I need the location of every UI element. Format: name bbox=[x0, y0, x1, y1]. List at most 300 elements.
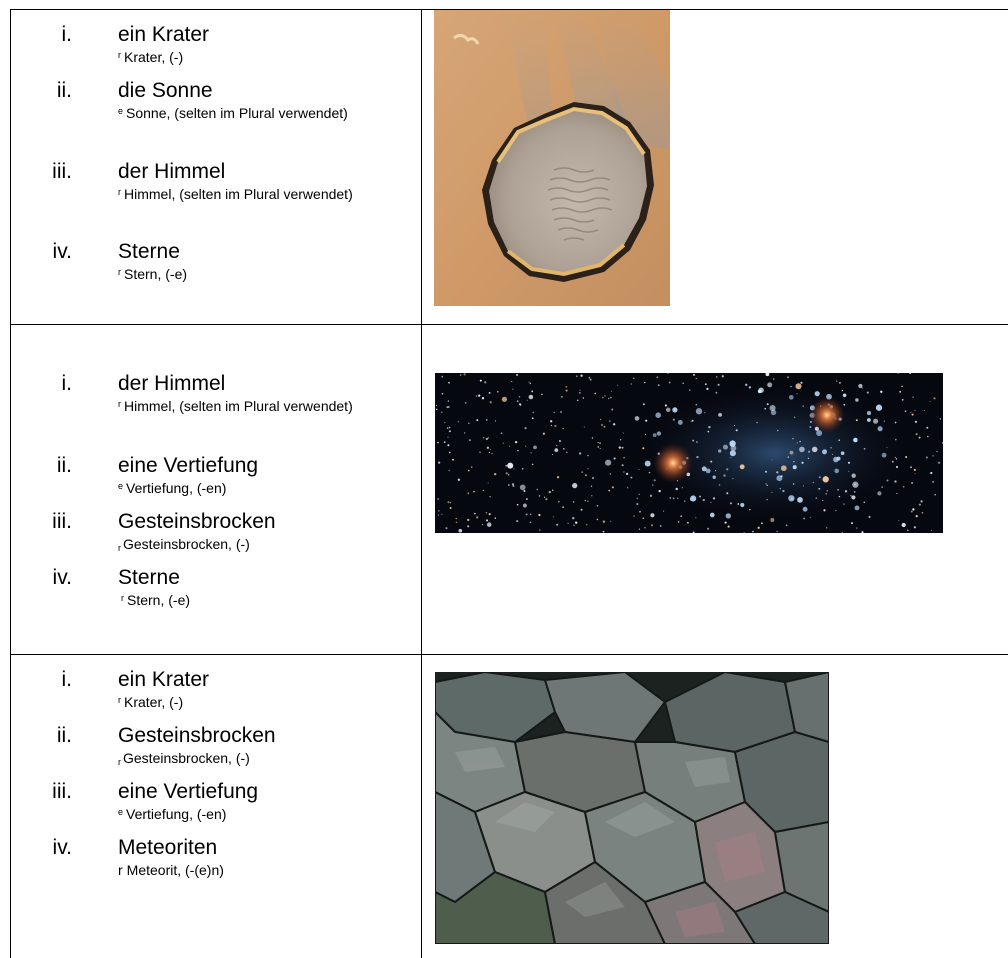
star-dot bbox=[610, 521, 611, 522]
star-dot bbox=[912, 414, 914, 416]
star-dot bbox=[914, 469, 916, 471]
star-dot bbox=[771, 492, 772, 493]
article-marker: e bbox=[118, 481, 124, 491]
star-dot bbox=[914, 526, 916, 528]
star-dot bbox=[773, 378, 775, 380]
star-dot bbox=[845, 490, 847, 492]
star-dot bbox=[536, 489, 538, 491]
item-number: i. bbox=[61, 372, 72, 395]
star-dot bbox=[452, 459, 454, 461]
star-dot bbox=[476, 419, 478, 421]
star-dot bbox=[489, 392, 491, 394]
star-dot bbox=[687, 522, 689, 524]
star-dot bbox=[864, 448, 866, 450]
star-dot bbox=[650, 495, 652, 497]
star-dot bbox=[479, 451, 480, 452]
star-dot bbox=[520, 485, 526, 491]
star-dot bbox=[810, 517, 811, 518]
star-dot bbox=[938, 462, 940, 464]
star-dot bbox=[541, 393, 543, 395]
star-dot bbox=[867, 392, 869, 394]
grammar-note bbox=[118, 805, 358, 826]
star-dot bbox=[882, 453, 887, 458]
table-row bbox=[10, 654, 1008, 958]
star-dot bbox=[626, 473, 628, 475]
star-dot bbox=[488, 437, 490, 439]
star-dot bbox=[636, 503, 638, 505]
star-dot bbox=[591, 495, 592, 496]
grammar-note bbox=[118, 749, 358, 770]
star-dot bbox=[777, 430, 779, 432]
star-dot bbox=[767, 403, 769, 405]
star-dot bbox=[813, 482, 814, 483]
star-dot bbox=[557, 476, 559, 478]
star-dot bbox=[740, 464, 745, 469]
star-dot bbox=[597, 505, 599, 507]
star-dot bbox=[915, 473, 916, 474]
star-dot bbox=[619, 446, 621, 448]
star-dot bbox=[665, 404, 667, 406]
star-dot bbox=[653, 433, 657, 437]
star-dot bbox=[587, 468, 588, 469]
star-dot bbox=[511, 381, 512, 382]
star-dot bbox=[680, 515, 682, 517]
star-dot bbox=[524, 427, 526, 429]
star-dot bbox=[561, 396, 563, 398]
star-dot bbox=[851, 495, 855, 499]
star-dot bbox=[903, 486, 905, 488]
star-dot bbox=[482, 524, 483, 525]
star-dot bbox=[881, 486, 882, 487]
star-dot bbox=[940, 418, 941, 419]
star-dot bbox=[808, 458, 809, 459]
article-marker: r bbox=[118, 543, 121, 553]
star-dot bbox=[645, 420, 647, 422]
star-dot bbox=[765, 471, 767, 473]
star-dot bbox=[770, 405, 776, 411]
star-dot bbox=[530, 514, 531, 515]
star-dot bbox=[631, 383, 632, 384]
star-dot bbox=[818, 488, 820, 490]
star-dot bbox=[663, 511, 664, 512]
star-dot bbox=[623, 432, 624, 433]
star-dot bbox=[658, 490, 660, 492]
star-dot bbox=[486, 419, 488, 421]
star-dot bbox=[488, 482, 489, 483]
vocab-word: Gesteinsbrocken bbox=[118, 724, 276, 747]
article-marker: r bbox=[118, 187, 121, 197]
star-dot bbox=[584, 426, 585, 427]
star-dot bbox=[446, 407, 447, 408]
star-dot bbox=[489, 513, 491, 515]
star-dot bbox=[634, 515, 635, 516]
star-dot bbox=[848, 462, 850, 464]
star-dot bbox=[780, 488, 781, 489]
star-dot bbox=[705, 383, 707, 385]
star-dot bbox=[438, 461, 440, 463]
star-dot bbox=[787, 456, 789, 458]
star-dot bbox=[710, 461, 712, 463]
star-dot bbox=[884, 421, 885, 422]
star-dot bbox=[448, 382, 450, 384]
star-dot bbox=[630, 477, 632, 479]
vocabulary-list-cell bbox=[10, 10, 421, 325]
star-dot bbox=[456, 522, 458, 524]
star-dot bbox=[678, 521, 680, 523]
star-dot bbox=[526, 513, 528, 515]
star-dot bbox=[730, 502, 732, 504]
star-dot bbox=[490, 449, 491, 450]
star-dot bbox=[855, 506, 860, 511]
star-dot bbox=[581, 471, 583, 473]
star-dot bbox=[612, 486, 614, 488]
star-dot bbox=[530, 383, 531, 384]
grammar-text: Sonne, (selten im Plural verwendet) bbox=[126, 105, 348, 121]
star-dot bbox=[644, 527, 645, 528]
article-marker: r bbox=[118, 695, 121, 705]
star-dot bbox=[600, 419, 601, 420]
star-dot bbox=[867, 418, 871, 422]
star-dot bbox=[724, 521, 726, 523]
vocab-word: Gesteinsbrocken bbox=[118, 510, 276, 533]
star-dot bbox=[620, 439, 621, 440]
star-dot bbox=[837, 489, 839, 491]
star-dot bbox=[442, 393, 444, 395]
star-dot bbox=[669, 497, 671, 499]
star-dot bbox=[506, 472, 508, 474]
star-dot bbox=[487, 522, 492, 527]
star-dot bbox=[926, 427, 928, 429]
grammar-text: Vertiefung, (-en) bbox=[126, 806, 227, 822]
star-dot bbox=[552, 490, 553, 491]
vocabulary-list-cell bbox=[10, 655, 421, 958]
star-dot bbox=[803, 485, 804, 486]
star-dot bbox=[467, 525, 469, 527]
star-dot bbox=[654, 479, 656, 481]
star-dot bbox=[877, 491, 881, 495]
star-dot bbox=[726, 513, 731, 518]
star-dot bbox=[519, 403, 521, 405]
star-dot bbox=[832, 454, 833, 455]
star-dot bbox=[936, 451, 938, 453]
star-dot bbox=[766, 499, 767, 500]
star-dot bbox=[737, 503, 739, 505]
star-dot bbox=[447, 427, 448, 428]
vocabulary-worksheet-table bbox=[10, 9, 1008, 957]
star-dot bbox=[497, 391, 499, 393]
item-number: ii. bbox=[56, 79, 72, 102]
star-dot bbox=[758, 387, 763, 392]
star-dot bbox=[639, 494, 640, 495]
star-dot bbox=[695, 517, 696, 518]
star-dot bbox=[911, 511, 913, 513]
star-dot bbox=[808, 451, 810, 453]
star-dot bbox=[543, 433, 545, 435]
article-marker: r bbox=[118, 757, 121, 767]
star-dot bbox=[505, 465, 507, 467]
star-dot bbox=[512, 389, 513, 390]
star-dot bbox=[912, 508, 914, 510]
star-dot bbox=[573, 501, 575, 503]
star-dot bbox=[449, 470, 450, 471]
grammar-text: Himmel, (selten im Plural verwendet) bbox=[124, 398, 353, 414]
star-dot bbox=[656, 376, 658, 378]
star-dot bbox=[572, 517, 574, 519]
star-dot bbox=[799, 441, 801, 443]
star-dot bbox=[731, 445, 737, 451]
star-dot bbox=[713, 497, 715, 499]
grammar-text: Stern, (-e) bbox=[127, 592, 191, 608]
star-dot bbox=[436, 409, 438, 411]
star-dot bbox=[795, 383, 801, 389]
star-dot bbox=[930, 401, 931, 402]
grammar-note bbox=[118, 185, 358, 206]
star-dot bbox=[458, 479, 460, 481]
star-dot bbox=[692, 440, 694, 442]
star-dot bbox=[886, 479, 888, 481]
star-dot bbox=[708, 426, 710, 428]
star-dot bbox=[802, 405, 803, 406]
star-dot bbox=[508, 484, 510, 486]
star-dot bbox=[580, 390, 581, 391]
item-number: iv. bbox=[52, 836, 72, 859]
star-dot bbox=[912, 396, 913, 397]
star-dot bbox=[710, 513, 715, 518]
grammar-note bbox=[118, 535, 358, 556]
star-dot bbox=[862, 387, 863, 388]
grammar-note bbox=[118, 591, 358, 612]
article-marker: r bbox=[118, 267, 121, 277]
star-dot bbox=[610, 397, 612, 399]
table-row bbox=[10, 324, 1008, 655]
star-dot bbox=[639, 511, 641, 513]
vocab-word: ein Krater bbox=[118, 668, 210, 691]
star-dot bbox=[676, 488, 678, 490]
star-dot bbox=[767, 485, 768, 486]
star-dot bbox=[926, 456, 928, 458]
star-dot bbox=[843, 404, 845, 406]
star-dot bbox=[916, 515, 918, 517]
vocab-word: der Himmel bbox=[118, 372, 226, 395]
table-row bbox=[10, 9, 1008, 325]
star-dot bbox=[731, 457, 732, 458]
star-dot bbox=[911, 482, 913, 484]
star-dot bbox=[585, 474, 587, 476]
star-dot bbox=[449, 452, 451, 454]
star-dot bbox=[464, 432, 465, 433]
star-dot bbox=[525, 446, 526, 447]
star-dot bbox=[495, 517, 497, 519]
star-dot bbox=[441, 514, 442, 515]
star-dot bbox=[826, 527, 827, 528]
star-dot bbox=[801, 462, 803, 464]
vocab-word: Sterne bbox=[118, 566, 180, 589]
grammar-text: Krater, (-) bbox=[124, 49, 184, 65]
star-dot bbox=[605, 460, 611, 466]
star-dot bbox=[732, 478, 733, 479]
star-dot bbox=[586, 524, 587, 525]
star-dot bbox=[585, 500, 587, 502]
grammar-text: Gesteinsbrocken, (-) bbox=[123, 750, 250, 766]
star-dot bbox=[613, 423, 615, 425]
star-dot bbox=[592, 477, 594, 479]
star-dot bbox=[532, 464, 534, 466]
item-number: i. bbox=[61, 668, 72, 691]
star-dot bbox=[782, 490, 784, 492]
star-dot bbox=[594, 393, 596, 395]
star-dot bbox=[563, 448, 565, 450]
star-dot bbox=[539, 529, 541, 531]
star-dot bbox=[611, 391, 612, 392]
star-dot bbox=[643, 403, 645, 405]
star-dot bbox=[726, 468, 728, 470]
star-dot bbox=[932, 481, 934, 483]
star-dot bbox=[718, 449, 721, 452]
star-dot bbox=[538, 514, 540, 516]
star-dot bbox=[722, 375, 724, 377]
star-dot bbox=[673, 419, 675, 421]
grammar-note bbox=[118, 48, 358, 69]
star-dot bbox=[703, 499, 705, 501]
star-dot bbox=[568, 523, 569, 524]
star-dot bbox=[895, 422, 897, 424]
star-dot bbox=[707, 431, 709, 433]
star-dot bbox=[666, 408, 671, 413]
grammar-note bbox=[118, 693, 358, 714]
star-dot bbox=[597, 519, 598, 520]
star-dot bbox=[508, 474, 510, 476]
article-marker: r bbox=[118, 50, 121, 60]
star-dot bbox=[529, 395, 534, 400]
star-dot bbox=[734, 425, 735, 426]
star-dot bbox=[644, 382, 645, 383]
star-dot bbox=[480, 380, 482, 382]
image-cell bbox=[422, 325, 1008, 655]
star-dot bbox=[608, 398, 609, 399]
star-dot bbox=[842, 390, 844, 392]
star-dot bbox=[696, 378, 697, 379]
image-cell bbox=[422, 10, 1008, 325]
star-dot bbox=[894, 480, 896, 482]
star-dot bbox=[576, 376, 577, 377]
star-dot bbox=[657, 431, 661, 435]
star-dot bbox=[622, 464, 624, 466]
star-dot bbox=[502, 397, 507, 402]
star-dot bbox=[533, 412, 534, 413]
star-dot bbox=[633, 378, 634, 379]
star-dot bbox=[856, 528, 857, 529]
star-dot bbox=[901, 386, 903, 388]
star-dot bbox=[794, 417, 795, 418]
star-dot bbox=[825, 493, 827, 495]
star-dot bbox=[793, 461, 794, 462]
item-number: ii. bbox=[56, 724, 72, 747]
article-marker: r bbox=[121, 593, 124, 603]
star-dot bbox=[809, 426, 811, 428]
star-dot bbox=[552, 454, 553, 455]
star-dot bbox=[483, 490, 484, 491]
star-dot bbox=[558, 501, 560, 503]
star-dot bbox=[449, 427, 451, 429]
star-dot bbox=[919, 437, 921, 439]
star-dot bbox=[914, 410, 915, 411]
star-dot bbox=[710, 502, 711, 503]
star-dot bbox=[752, 531, 754, 533]
star-dot bbox=[669, 382, 671, 384]
vocab-word: ein Krater bbox=[118, 23, 210, 46]
star-dot bbox=[789, 395, 794, 400]
grammar-text: Vertiefung, (-en) bbox=[126, 480, 227, 496]
star-dot bbox=[770, 518, 774, 522]
star-dot bbox=[758, 527, 760, 529]
star-dot bbox=[522, 468, 524, 470]
star-dot bbox=[450, 507, 452, 509]
star-dot bbox=[489, 452, 490, 453]
star-dot bbox=[566, 452, 567, 453]
star-dot bbox=[438, 515, 439, 516]
star-dot bbox=[812, 447, 818, 453]
star-dot bbox=[476, 516, 478, 518]
star-dot bbox=[921, 500, 923, 502]
star-dot bbox=[550, 420, 552, 422]
item-number: iii. bbox=[52, 780, 72, 803]
item-number: iv. bbox=[52, 566, 72, 589]
star-dot bbox=[843, 394, 847, 398]
star-dot bbox=[523, 504, 527, 508]
star-dot bbox=[740, 503, 744, 507]
star-dot bbox=[556, 524, 558, 526]
star-dot bbox=[649, 472, 651, 474]
item-number: iii. bbox=[52, 510, 72, 533]
star-dot bbox=[592, 437, 593, 438]
star-dot bbox=[583, 397, 584, 398]
vocab-word: eine Vertiefung bbox=[118, 454, 259, 477]
star-dot bbox=[460, 374, 462, 376]
star-dot bbox=[494, 473, 496, 475]
star-dot bbox=[517, 450, 519, 452]
rocks-photo-icon bbox=[435, 672, 829, 944]
star-dot bbox=[704, 412, 705, 413]
star-dot bbox=[682, 383, 683, 384]
star-dot bbox=[910, 466, 912, 468]
grammar-note bbox=[118, 265, 358, 286]
star-dot bbox=[713, 476, 716, 479]
star-dot bbox=[645, 461, 651, 467]
star-dot bbox=[873, 419, 878, 424]
star-dot bbox=[693, 374, 695, 376]
star-dot bbox=[560, 411, 562, 413]
star-dot bbox=[562, 506, 564, 508]
star-dot bbox=[554, 412, 555, 413]
star-dot bbox=[655, 412, 661, 418]
item-number: i. bbox=[61, 23, 72, 46]
star-dot bbox=[486, 512, 488, 514]
star-dot bbox=[617, 385, 618, 386]
star-dot bbox=[765, 483, 766, 484]
star-dot bbox=[474, 513, 476, 515]
star-dot bbox=[441, 412, 442, 413]
star-dot bbox=[580, 375, 582, 377]
star-dot bbox=[756, 422, 757, 423]
star-dot bbox=[436, 405, 437, 406]
star-dot bbox=[562, 428, 564, 430]
star-dot bbox=[468, 470, 470, 472]
star-dot bbox=[682, 487, 683, 488]
star-dot bbox=[878, 426, 883, 431]
star-dot bbox=[803, 507, 808, 512]
star-dot bbox=[677, 498, 678, 499]
star-dot bbox=[437, 442, 439, 444]
